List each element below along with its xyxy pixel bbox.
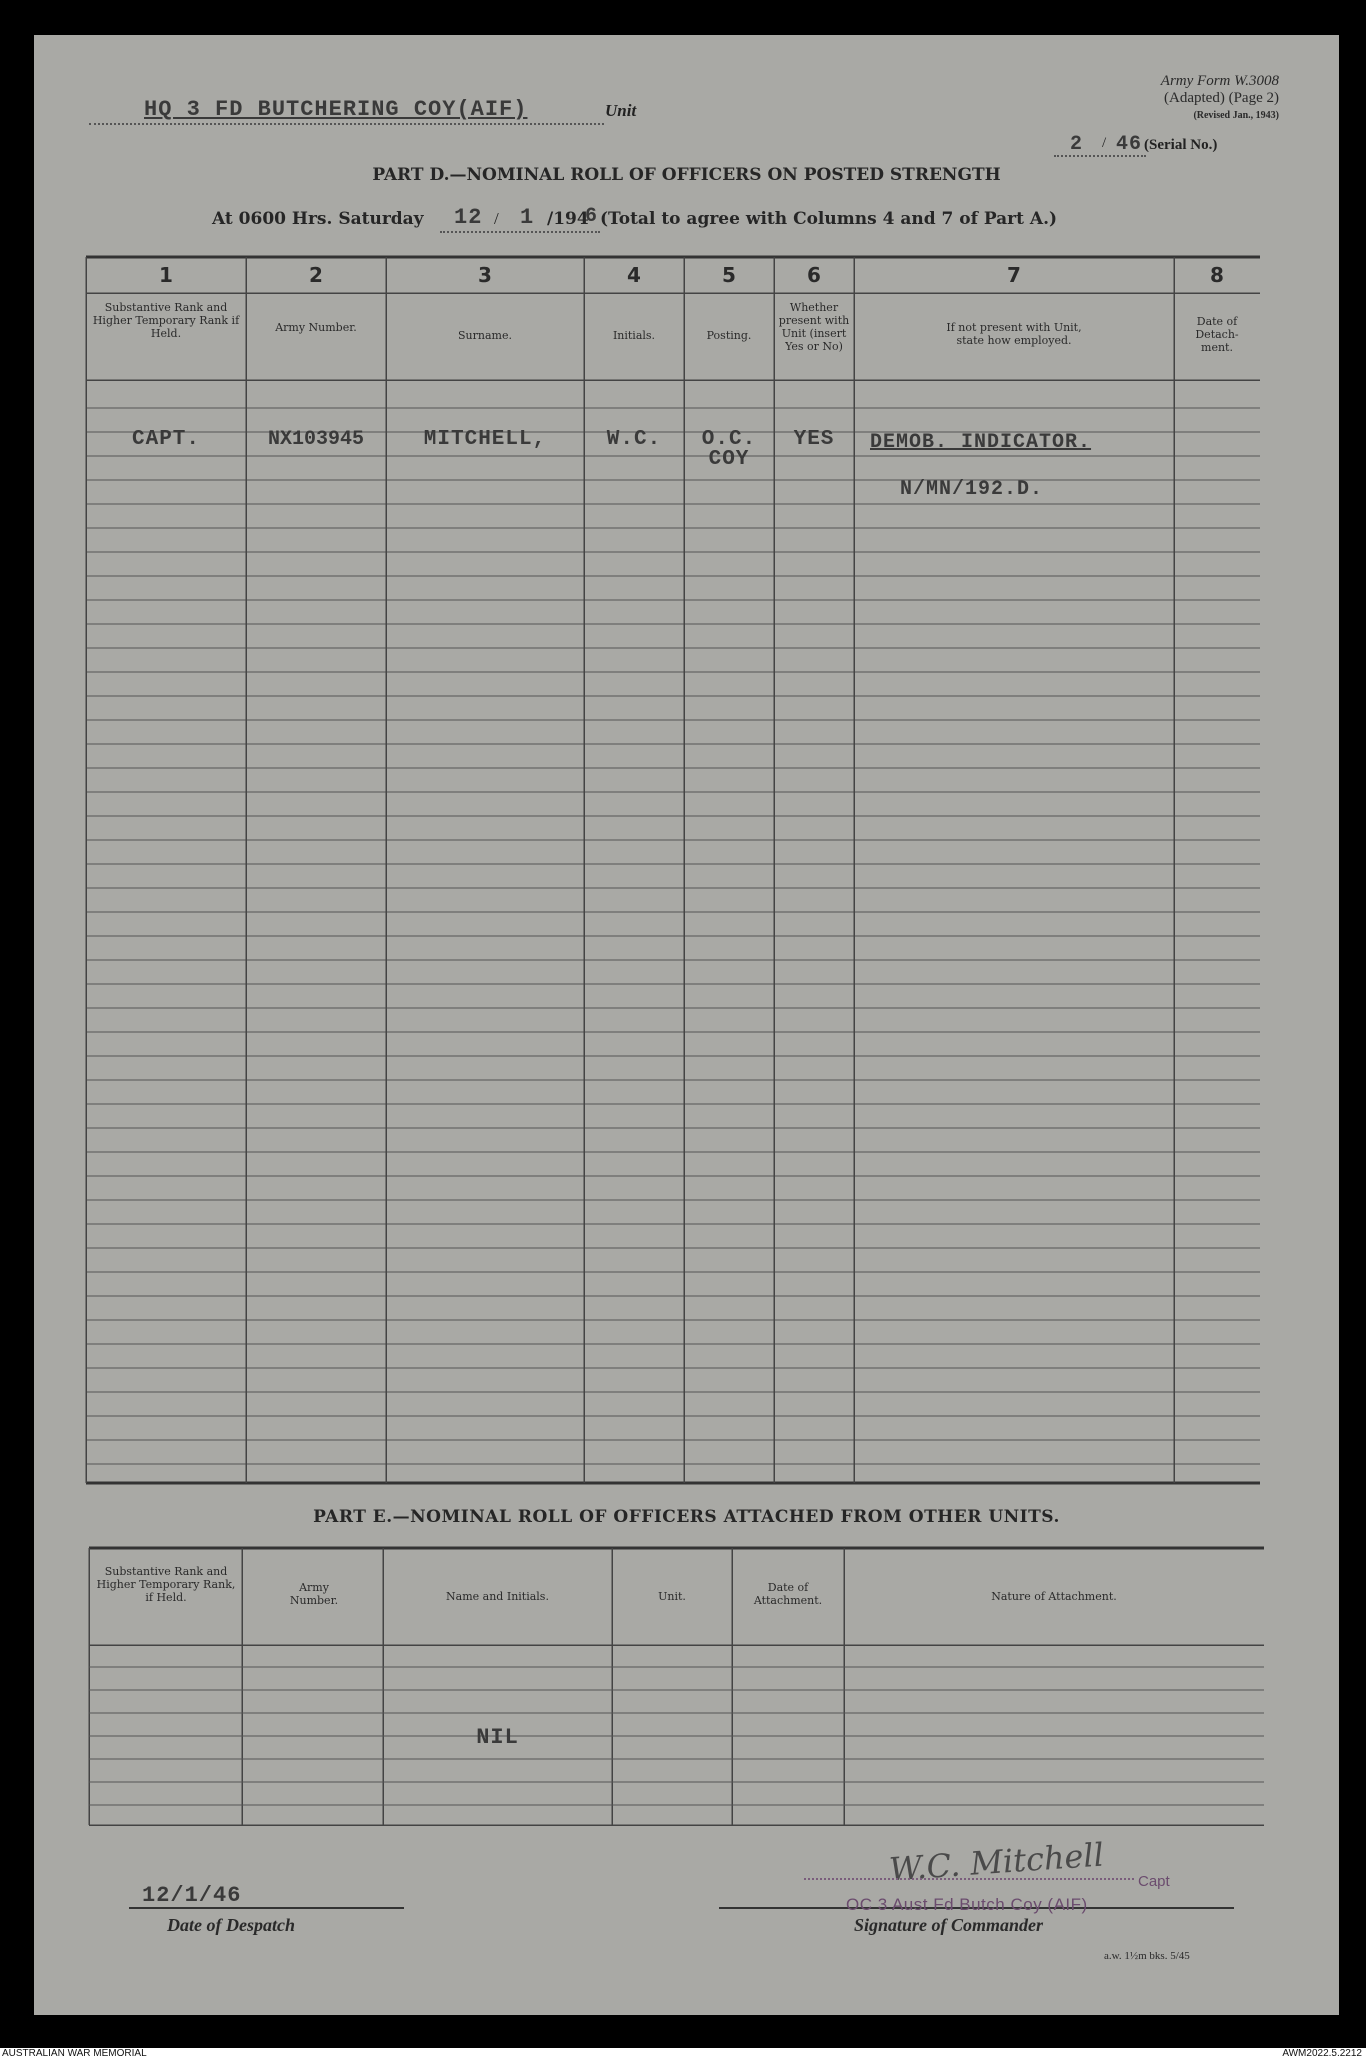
date-year-digit: 6: [585, 205, 599, 228]
commander-stamp: OC 3 Aust Fd Butch Coy (AIF): [846, 1895, 1088, 1914]
col-8-number: 8: [1210, 263, 1224, 287]
unit-value: HQ 3 FD BUTCHERING COY(AIF): [144, 97, 528, 122]
part-e-title: PART E.—NOMINAL ROLL OF OFFICERS ATTACHED FROM OTHER UNITS.: [313, 1507, 1060, 1527]
despatch-label: Date of Despatch: [167, 1915, 295, 1935]
col-3-label: Surname.: [458, 329, 512, 342]
date-sep: /: [494, 209, 499, 228]
adapted-page: (Adapted) (Page 2): [1164, 90, 1279, 106]
entry-surname: MITCHELL,: [423, 428, 547, 451]
serial-sep: /: [1102, 135, 1107, 151]
col-5-number: 5: [722, 263, 736, 287]
date-day: 12: [454, 205, 483, 230]
at-label: At 0600 Hrs. Saturday: [212, 209, 424, 229]
date-year-prefix: /194: [547, 209, 589, 229]
e-col-unit-label: Unit.: [658, 1590, 686, 1603]
e-col-date-label: Date of Attachment.: [753, 1581, 823, 1607]
army-form-number: Army Form W.3008: [1160, 73, 1279, 89]
e-col-nature-label: Nature of Attachment.: [991, 1590, 1117, 1603]
col-7-label: If not present with Unit, state how employed.: [946, 321, 1082, 347]
col-1-number: 1: [159, 263, 173, 287]
col-4-number: 4: [627, 263, 641, 287]
col-6-label: Whether present with Unit (insert Yes or No): [778, 301, 850, 353]
entry-rank: CAPT.: [131, 428, 200, 451]
serial-a: 2: [1070, 133, 1084, 156]
part-e-nil: NIL: [476, 1725, 519, 1750]
e-col-rank-label: Substantive Rank and Higher Temporary Rank, if Held.: [96, 1565, 236, 1604]
col-4-label: Initials.: [612, 329, 656, 342]
stamp-rank: Capt: [1138, 1873, 1170, 1890]
commander-label: Signature of Commander: [854, 1915, 1044, 1935]
commander-signature: W.C. Mitchell: [887, 1835, 1106, 1889]
col-3-number: 3: [478, 263, 492, 287]
serial-b: 46: [1116, 133, 1143, 156]
e-col-name-label: Name and Initials.: [446, 1590, 549, 1603]
stamp-dotline: [804, 1878, 1134, 1880]
archive-footer: [0, 2048, 1366, 2061]
col-8-label: Date of Detach-ment.: [1195, 315, 1239, 354]
e-col-army-number-label: Army Number.: [289, 1581, 339, 1607]
col-5-label: Posting.: [706, 329, 752, 342]
entry-posting-line2: COY: [708, 448, 750, 471]
archive-id: AWM2022.5.2212: [1282, 2048, 1362, 2059]
entry-employed-line2: N/MN/192.D.: [900, 478, 1044, 501]
col-1-label: Substantive Rank and Higher Temporary Rank if Held.: [92, 301, 240, 340]
print-code: a.w. 1½m bks. 5/45: [1104, 1950, 1190, 1962]
entry-initials: W.C.: [606, 428, 662, 451]
col-2-label: Army Number.: [275, 321, 357, 334]
col-2-number: 2: [309, 263, 323, 287]
form-page: [34, 35, 1339, 2015]
part-d-title: PART D.—NOMINAL ROLL OF OFFICERS ON POSTED STRENGTH: [372, 165, 1001, 185]
entry-army-number: NX103945: [267, 428, 364, 451]
revised-date: (Revised Jan., 1943): [1193, 110, 1279, 121]
entry-present: YES: [793, 428, 835, 451]
entry-posting-line1: O.C.: [701, 428, 757, 451]
archive-name: AUSTRALIAN WAR MEMORIAL: [2, 2048, 147, 2059]
date-month: 1: [520, 205, 535, 230]
col-6-number: 6: [807, 263, 821, 287]
entry-employed-line1: DEMOB. INDICATOR.: [870, 431, 1092, 454]
unit-label: Unit: [605, 101, 637, 120]
despatch-date: 12/1/46: [142, 1883, 242, 1908]
total-note: (Total to agree with Columns 4 and 7 of Part A.): [600, 209, 1058, 229]
serial-label: (Serial No.): [1144, 137, 1218, 153]
col-7-number: 7: [1007, 263, 1021, 287]
